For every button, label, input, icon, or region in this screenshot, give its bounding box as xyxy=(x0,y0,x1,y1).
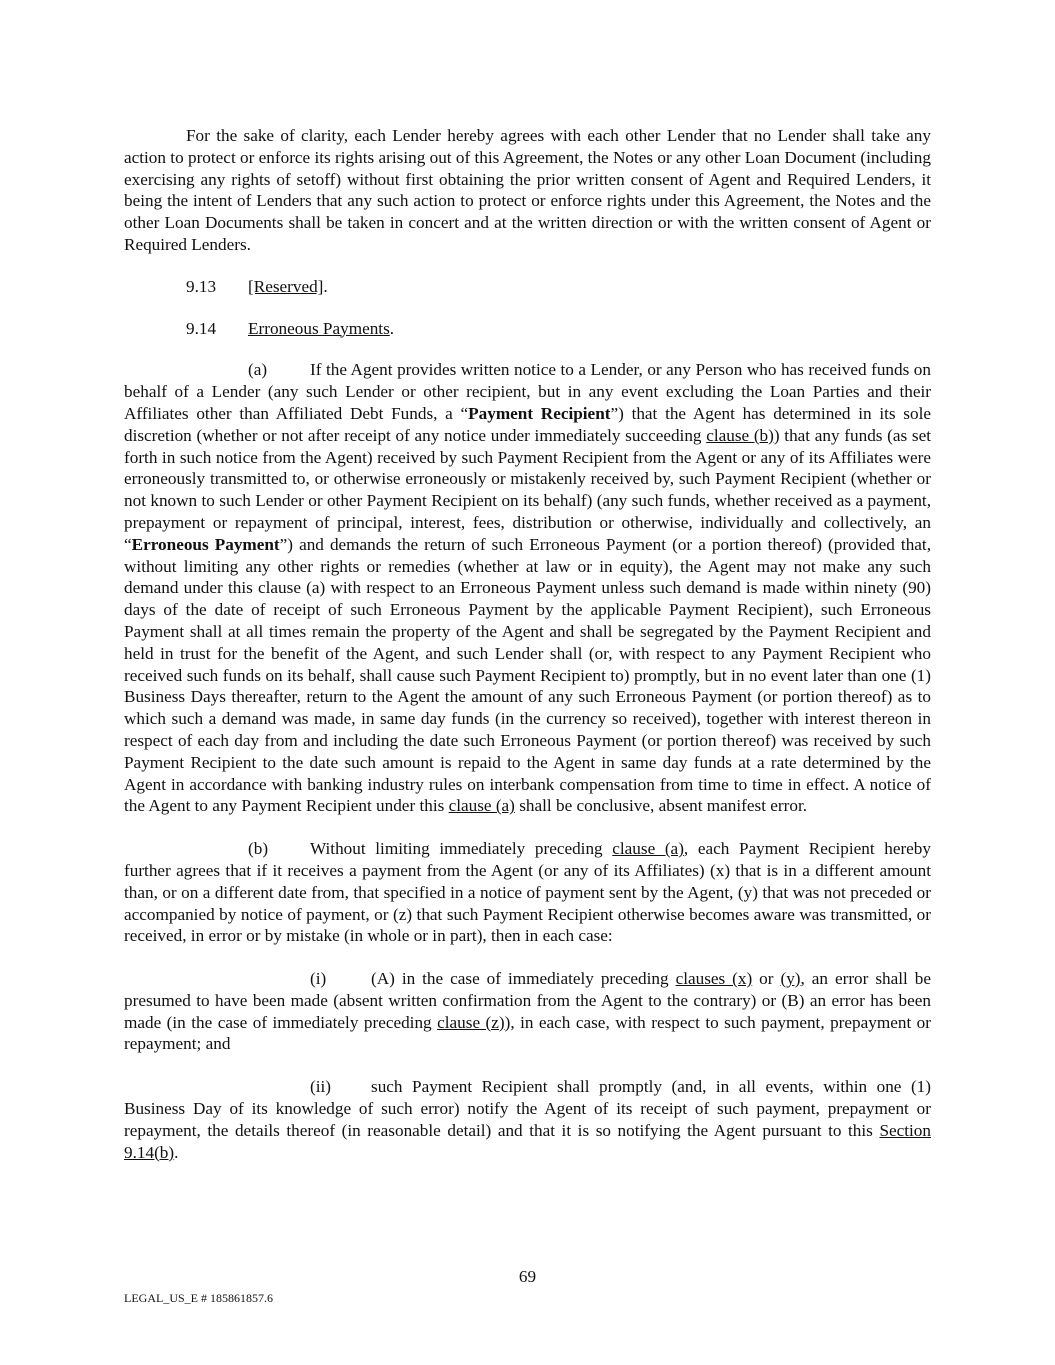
text-run: ), in each case, with respect to such payment, prepayment or repayment; and xyxy=(124,1012,931,1054)
cross-reference: clause (z) xyxy=(437,1012,505,1032)
section-9-13-heading xyxy=(124,276,931,298)
document-id: LEGAL_US_E # 185861857.6 xyxy=(124,1291,273,1305)
section-title: Erroneous Payments xyxy=(248,318,390,338)
clause-i-paragraph xyxy=(124,968,931,1055)
section-number: 9.13 xyxy=(186,276,217,296)
clause-label: (i) xyxy=(310,969,327,989)
section-punct: . xyxy=(389,318,395,338)
clause-a-paragraph xyxy=(124,359,931,817)
text-run: , each Payment Recipient hereby further agrees that if it receives a payment from the Agent (or any of its Affiliates) (x) that is in a different amount than, or on a different date from, that specified in a notice of payment sent by the Agent, (y) that was not preceded or accompanied by notice of payment, or (z) that such Payment Recipient otherwise becomes aware was transmitted, or received, in error or by mistake (in whole or in part), then in each case: xyxy=(124,839,931,946)
cross-reference: clause (a) xyxy=(612,839,684,859)
cross-reference: clause (a) xyxy=(448,796,515,816)
text-run: ”) that the Agent has determined in its sole discretion (whether or not after receipt of any notice under immediately succeeding xyxy=(124,403,931,445)
section-title: [Reserved] xyxy=(248,276,324,296)
section-9-14-heading xyxy=(124,318,931,340)
text-run: ) that any funds (as set forth in such notice from the Agent) received by such Payment Recipient from the Agent or any of its Affiliates were erroneously transmitted to, or otherwise erroneously or mistakenly received by, such Payment Recipient (whether or not known to such Lender or other Payment Recipient on its behalf) (any such funds, whether received as a payment, prepayment or repayment of principal, interest, fees, distribution or otherwise, individually and collectively, an “ xyxy=(124,425,931,554)
clause-b-paragraph xyxy=(124,838,931,947)
text-run: . xyxy=(174,1142,179,1162)
cross-reference: (y) xyxy=(780,969,801,989)
cross-reference: clause (b) xyxy=(706,425,774,445)
text-run: (A) in the case of immediately preceding xyxy=(371,969,676,989)
text-run: , an error shall be presumed to have been made (absent written confirmation from the Agent to the contrary) or (B) an error has been made (in the case of immediately preceding xyxy=(124,969,931,1032)
section-punct: . xyxy=(323,276,328,296)
text-run: ”) and demands the return of such Erroneous Payment (or a portion thereof) (provided that, without limiting any other rights or remedies (whether at law or in equity), the Agent may not make any such demand under this clause (a) with respect to an Erroneous Payment unless such demand is made within ninety (90) days of the date of receipt of such Erroneous Payment by the applicable Payment Recipient), such Erroneous Payment shall at all times remain the property of the Agent and shall be segregated by the Payment Recipient and held in trust for the benefit of the Agent, and such Lender shall (or, with respect to any Payment Recipient who received such funds on its behalf, shall cause such Payment Recipient to) promptly, but in no event later than one (1) Business Days thereafter, return to the Agent the amount of any such Erroneous Payment (or portion thereof) as to which such a demand was made, in same day funds (in the currency so received), together with interest thereon in respect of each day from and including the date such Erroneous Payment (or portion thereof) was received by such Payment Recipient to the date such amount is repaid to the Agent in same day funds at a rate determined by the Agent in accordance with banking industry rules on interbank compensation from time to time in effect. A notice of the Agent to any Payment Recipient under this xyxy=(124,534,931,816)
paragraph-clarity: For the sake of clarity, each Lender hereby agrees with each other Lender that no Lender shall take any action to protect or enforce its rights arising out of this Agreement, the Notes or any other Loan Document (including exercising any rights of setoff) without first obtaining the prior written consent of Agent and Required Lenders, it being the intent of Lenders that any such action to protect or enforce rights under this Agreement, the Notes and the other Loan Documents shall be taken in concert and at the written direction or with the written consent of Agent or Required Lenders. xyxy=(124,126,931,254)
text-run: such Payment Recipient shall promptly (and, in all events, within one (1) Business Day of its knowledge of such error) notify the Agent of its receipt of such payment, prepayment or repayment, the details thereof (in reasonable detail) and that it is so notifying the Agent pursuant to this xyxy=(124,1077,931,1140)
clause-label: (b) xyxy=(248,839,269,859)
section-number: 9.14 xyxy=(186,318,217,338)
defined-term: Payment Recipient xyxy=(468,403,611,423)
clause-label: (ii) xyxy=(310,1077,331,1097)
clause-label: (a) xyxy=(248,360,268,380)
clause-ii-paragraph xyxy=(124,1076,931,1163)
cross-reference: clauses (x) xyxy=(675,969,753,989)
text-run: or xyxy=(752,969,781,989)
page-number: 69 xyxy=(518,1267,537,1286)
text-run: Without limiting immediately preceding xyxy=(310,839,613,859)
text-run: If the Agent provides written notice to a Lender, or any Person who has received funds on behalf of a Lender (any such Lender or other recipient, but in any event excluding the Loan Parties and their Affiliates other than Affiliated Debt Funds, a “ xyxy=(124,360,931,423)
text-run: shall be conclusive, absent manifest error. xyxy=(514,796,808,816)
defined-term: Erroneous Payment xyxy=(131,534,280,554)
cross-reference: Section 9.14(b) xyxy=(124,1120,931,1162)
page-body xyxy=(124,125,931,1163)
